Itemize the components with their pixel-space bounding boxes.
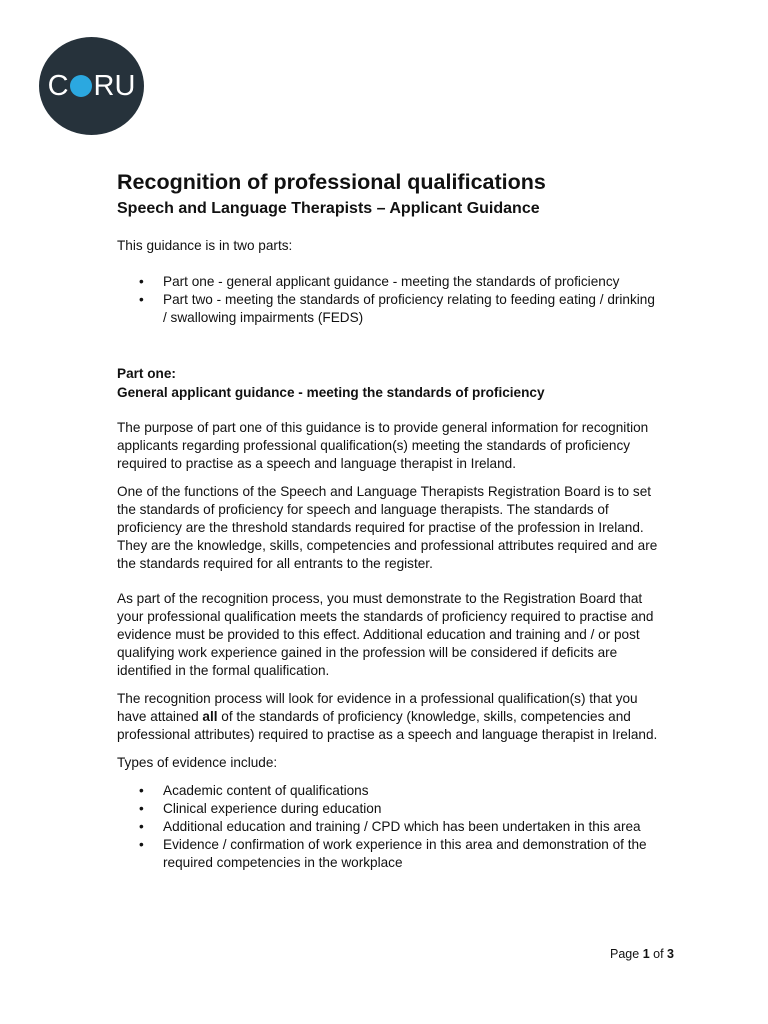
parts-list [117,273,662,327]
coru-logo [39,37,144,135]
list-item: • Academic content of qualifications [139,783,369,798]
bullet-icon: • [139,783,144,798]
logo-letter-c: C [47,69,69,102]
paragraph: One of the functions of the Speech and Language Therapists Registration Board is to set the standards of proficiency for speech and language therapists. The standards of proficiency are the threshold standards required for practise of the profession in Ireland. They are the knowledge, skills, competencies and professional attributes required and are the standards required for all entrants to the register. [117,484,658,571]
evidence-intro: Types of evidence include: [117,755,278,770]
page-number: Page 1 of 3 [610,947,674,961]
part-one-subheading: General applicant guidance - meeting the standards of proficiency [117,385,545,400]
bullet-icon: • [139,801,144,816]
logo-letters-ru: RU [93,69,136,102]
list-item: • Clinical experience during education [139,801,382,816]
bullet-icon: • [139,292,144,307]
coru-logo-text [48,70,136,103]
list-item: • Additional education and training / CPD which has been undertaken in this area [139,819,641,834]
list-item: • Part two - meeting the standards of proficiency relating to feeding eating / drinking / swallowing impairments (FEDS) [139,292,655,325]
logo-circle-icon [70,75,92,97]
intro-text: This guidance is in two parts: [117,238,293,253]
part-one-heading: Part one: [117,366,176,381]
list-item: • Evidence / confirmation of work experience in this area and demonstration of the required competencies in the workplace [139,837,647,870]
document-body [117,168,662,872]
paragraph: The purpose of part one of this guidance is to provide general information for recognition applicants regarding professional qualification(s) meeting the standards of proficiency required to practise as a speech and language therapist in Ireland. [117,420,649,471]
list-item: • Part one - general applicant guidance - meeting the standards of proficiency [139,274,620,289]
paragraph: The recognition process will look for evidence in a professional qualification(s) that you have attained all of the standards of proficiency (knowledge, skills, competencies and professional attributes) required to practise as a speech and language therapist in Ireland. [117,691,658,742]
bullet-icon: • [139,819,144,834]
bullet-icon: • [139,837,144,852]
document-subtitle: Speech and Language Therapists – Applicant Guidance [117,200,540,217]
paragraph: As part of the recognition process, you must demonstrate to the Registration Board that your professional qualification meets the standards of proficiency required to practise and evidence must be provided to this effect. Additional education and training and / or post qualifying work experience gained in the profession will be considered if deficits are identified in the formal qualification. [117,591,654,678]
bullet-icon: • [139,274,144,289]
document-title: Recognition of professional qualifications [117,170,546,194]
evidence-list [117,782,662,872]
